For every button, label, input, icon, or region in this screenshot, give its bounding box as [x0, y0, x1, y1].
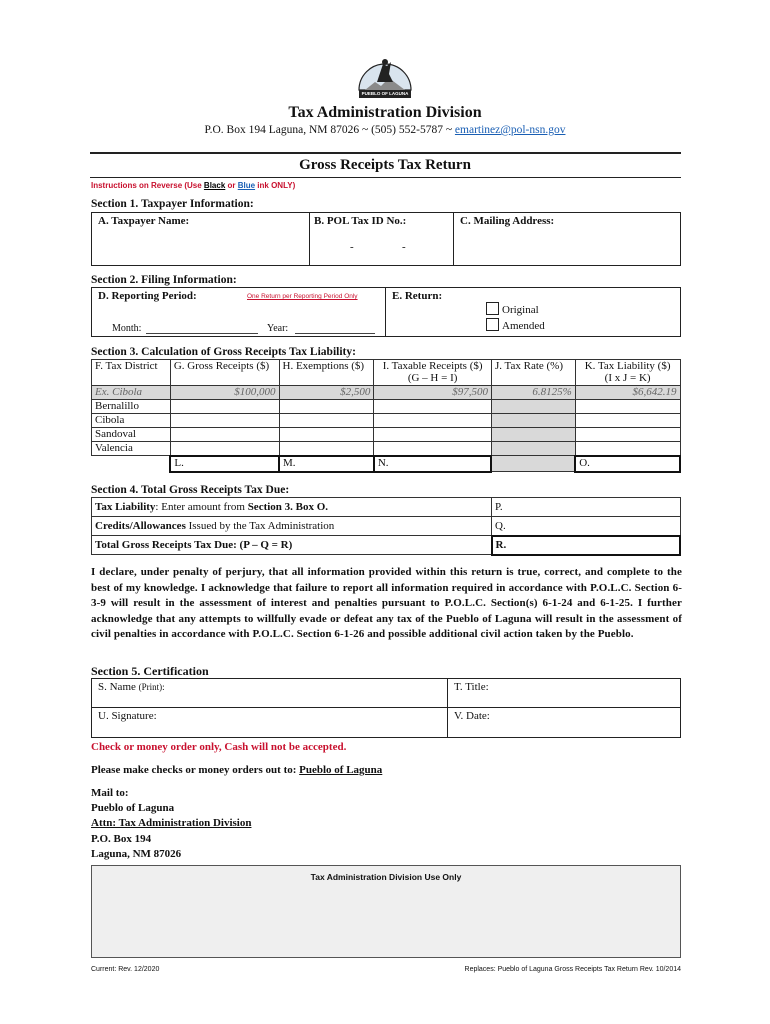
office-use-label: Tax Administration Division Use Only: [310, 872, 462, 882]
header-k2-text: (I x J = K): [604, 372, 651, 384]
credits-label: [92, 517, 492, 536]
table-row: [92, 428, 681, 442]
liability-input[interactable]: [575, 414, 680, 428]
title-field[interactable]: [447, 678, 681, 708]
footer-replaces: Replaces: Pueblo of Laguna Gross Receipts Tax Return Rev. 10/2014: [464, 966, 681, 973]
box-p[interactable]: P.: [492, 498, 680, 517]
contact-text: P.O. Box 194 Laguna, NM 87026 ~ (505) 552-5787 ~: [204, 124, 455, 136]
liability-input[interactable]: [575, 442, 680, 456]
district-cibola: Cibola: [92, 414, 171, 428]
example-taxable: $97,500: [374, 386, 492, 400]
col-header-district: [92, 360, 171, 386]
instr-black: Black: [203, 181, 226, 190]
district-sandoval: Sandoval: [92, 428, 171, 442]
mail-line-1: Pueblo of Laguna: [91, 802, 175, 815]
name-label: [98, 681, 165, 693]
total-n[interactable]: N.: [374, 456, 492, 472]
table-row: [92, 536, 681, 555]
return-type-label: E. Return:: [392, 290, 443, 302]
total-m[interactable]: M.: [279, 456, 374, 472]
instr-prefix: Instructions on Reverse (Use: [91, 181, 204, 190]
mail-line-2: Attn: Tax Administration Division: [91, 817, 252, 830]
row1-a: Tax Liability: [95, 501, 156, 513]
reporting-period-note: One Return per Reporting Period Only: [247, 293, 358, 300]
example-rate: 6.8125%: [491, 386, 575, 400]
table-header-row: [92, 360, 681, 386]
taxable-input[interactable]: [374, 428, 492, 442]
liability-input[interactable]: [575, 428, 680, 442]
taxable-input[interactable]: [374, 400, 492, 414]
col-header-gross: [170, 360, 279, 386]
date-label: V. Date:: [454, 710, 490, 722]
section1-title: Section 1. Taxpayer Information:: [91, 198, 254, 210]
col-header-liability: [575, 360, 680, 386]
name-field[interactable]: [91, 678, 448, 708]
section5-title: Section 5. Certification: [91, 664, 209, 678]
tax-calculation-table: [91, 359, 681, 473]
original-option[interactable]: [486, 302, 539, 316]
email-link[interactable]: emartinez@pol-nsn.gov: [454, 124, 566, 136]
month-input[interactable]: [146, 322, 258, 334]
example-gross: $100,000: [170, 386, 279, 400]
form-title: Gross Receipts Tax Return: [299, 157, 471, 173]
tax-due-table: [91, 497, 681, 556]
rate-cell: [491, 400, 575, 414]
header-j-text: J. Tax Rate (%): [494, 360, 563, 372]
gross-input[interactable]: [170, 400, 279, 414]
table-row: [92, 400, 681, 414]
taxable-input[interactable]: [374, 442, 492, 456]
return-type-field: [385, 287, 681, 337]
signature-label: U. Signature:: [98, 710, 157, 722]
gross-input[interactable]: [170, 428, 279, 442]
gross-input[interactable]: [170, 442, 279, 456]
tax-id-label: B. POL Tax ID No.:: [314, 215, 407, 227]
top-rule: [90, 152, 681, 154]
col-header-exemptions: [279, 360, 374, 386]
header-i2-text: (G – H = I): [407, 372, 458, 384]
taxpayer-name-label: A. Taxpayer Name:: [98, 215, 190, 227]
original-label: Original: [502, 304, 539, 316]
header-h-text: H. Exemptions ($): [282, 360, 365, 372]
table-row: [92, 517, 681, 536]
month-label: Month:: [112, 323, 142, 334]
declaration-text: I declare, under penalty of perjury, that all information provided within this return is true, correct, and complete to the best of my knowledge. I acknowledge that failure to report all information required in accordance with P.O.L.C. Section 6-3-9 will result in the assessment of interest and penalties pursuant to P.O.L.C. Section(s) 6-1-24 and 6-1-25. I further acknowledge that any attempts to willfully evade or defeat any tax of the Pueblo of Laguna will result in the assessment of civil penalties in accordance with P.O.L.C. Section 6-1-26 and possible additional civil action taken by the Pueblo.: [91, 566, 682, 640]
exemptions-input[interactable]: [279, 400, 374, 414]
total-due-label: Total Gross Receipts Tax Due: (P – Q = R): [92, 536, 492, 555]
reporting-period-field: [91, 287, 386, 337]
payable-prefix: Please make checks or money orders out to:: [91, 764, 300, 776]
table-row: [92, 498, 681, 517]
mail-line-4: Laguna, NM 87026: [91, 847, 182, 860]
year-label: Year:: [267, 323, 289, 334]
row2-b: Issued by the Tax Administration: [185, 520, 335, 532]
signature-field[interactable]: [91, 707, 448, 738]
table-row: [92, 442, 681, 456]
total-l[interactable]: L.: [170, 456, 279, 472]
amended-checkbox[interactable]: [486, 318, 499, 331]
total-o[interactable]: O.: [575, 456, 680, 472]
instr-suffix: ink ONLY): [255, 181, 296, 190]
header-g-text: G. Gross Receipts ($): [173, 360, 270, 372]
year-input[interactable]: [295, 322, 375, 334]
rate-cell: [491, 442, 575, 456]
section3-title: Section 3. Calculation of Gross Receipts Tax Liability:: [91, 346, 356, 358]
payable-to: Pueblo of Laguna: [299, 764, 383, 776]
tax-id-dash-1: -: [350, 241, 354, 253]
row2-a: Credits/Allowances: [95, 520, 186, 532]
mail-to-block: [91, 786, 251, 862]
date-field[interactable]: [447, 707, 681, 738]
gross-input[interactable]: [170, 414, 279, 428]
contact-line: [0, 124, 770, 136]
district-valencia: Valencia: [92, 442, 171, 456]
mail-label: Mail to:: [91, 787, 129, 799]
title-rule: [90, 177, 681, 178]
table-row: [92, 414, 681, 428]
seal-text: PUEBLO OF LAGUNA: [361, 91, 409, 96]
mail-line-3: P.O. Box 194: [91, 832, 152, 845]
example-liability: $6,642.19: [575, 386, 680, 400]
taxpayer-name-field[interactable]: [91, 212, 310, 266]
amended-option[interactable]: [486, 318, 545, 332]
example-row: [92, 386, 681, 400]
box-r[interactable]: R.: [492, 536, 680, 555]
example-exemptions: $2,500: [279, 386, 374, 400]
division-title: Tax Administration Division: [288, 104, 482, 121]
box-q[interactable]: Q.: [492, 517, 680, 536]
header-i1-text: I. Taxable Receipts ($): [382, 360, 483, 372]
totals-blank: [92, 456, 171, 472]
row1-b: : Enter amount from: [155, 501, 248, 513]
exemptions-input[interactable]: [279, 414, 374, 428]
title-label: T. Title:: [454, 681, 489, 693]
example-district: Ex. Cibola: [92, 386, 171, 400]
liability-input[interactable]: [575, 400, 680, 414]
section2-title: Section 2. Filing Information:: [91, 274, 237, 286]
reporting-period-label: D. Reporting Period:: [98, 290, 197, 302]
original-checkbox[interactable]: [486, 302, 499, 315]
exemptions-input[interactable]: [279, 442, 374, 456]
header-k1-text: K. Tax Liability ($): [584, 360, 671, 372]
tax-id-dash-2: -: [402, 241, 406, 253]
tax-liability-label: [92, 498, 492, 517]
name-label-text: S. Name: [98, 681, 136, 693]
office-use-box: [91, 865, 681, 958]
amended-label: Amended: [502, 320, 545, 332]
taxable-input[interactable]: [374, 414, 492, 428]
total-rate-blank: [491, 456, 575, 472]
payable-line: [91, 764, 382, 776]
exemptions-input[interactable]: [279, 428, 374, 442]
tax-id-field[interactable]: [309, 212, 454, 266]
instructions-note: [91, 181, 295, 190]
footer-current: Current: Rev. 12/2020: [91, 966, 160, 973]
instr-blue: Blue: [237, 181, 256, 190]
mailing-address-label: C. Mailing Address:: [460, 215, 555, 227]
col-header-taxable: [374, 360, 492, 386]
name-label-note: (Print):: [138, 682, 165, 692]
header-f-text: F. Tax District: [95, 360, 158, 372]
rate-cell: [491, 428, 575, 442]
district-bernalillo: Bernalillo: [92, 400, 171, 414]
row1-c: Section 3. Box O.: [247, 501, 329, 513]
section4-title: Section 4. Total Gross Receipts Tax Due:: [91, 484, 290, 496]
totals-row: [92, 456, 681, 472]
mailing-address-field[interactable]: [453, 212, 681, 266]
col-header-rate: [491, 360, 575, 386]
pueblo-of-laguna-seal: [355, 52, 415, 100]
rate-cell: [491, 414, 575, 428]
instr-or: or: [225, 181, 238, 190]
payment-warning: Check or money order only, Cash will not be accepted.: [91, 741, 347, 753]
